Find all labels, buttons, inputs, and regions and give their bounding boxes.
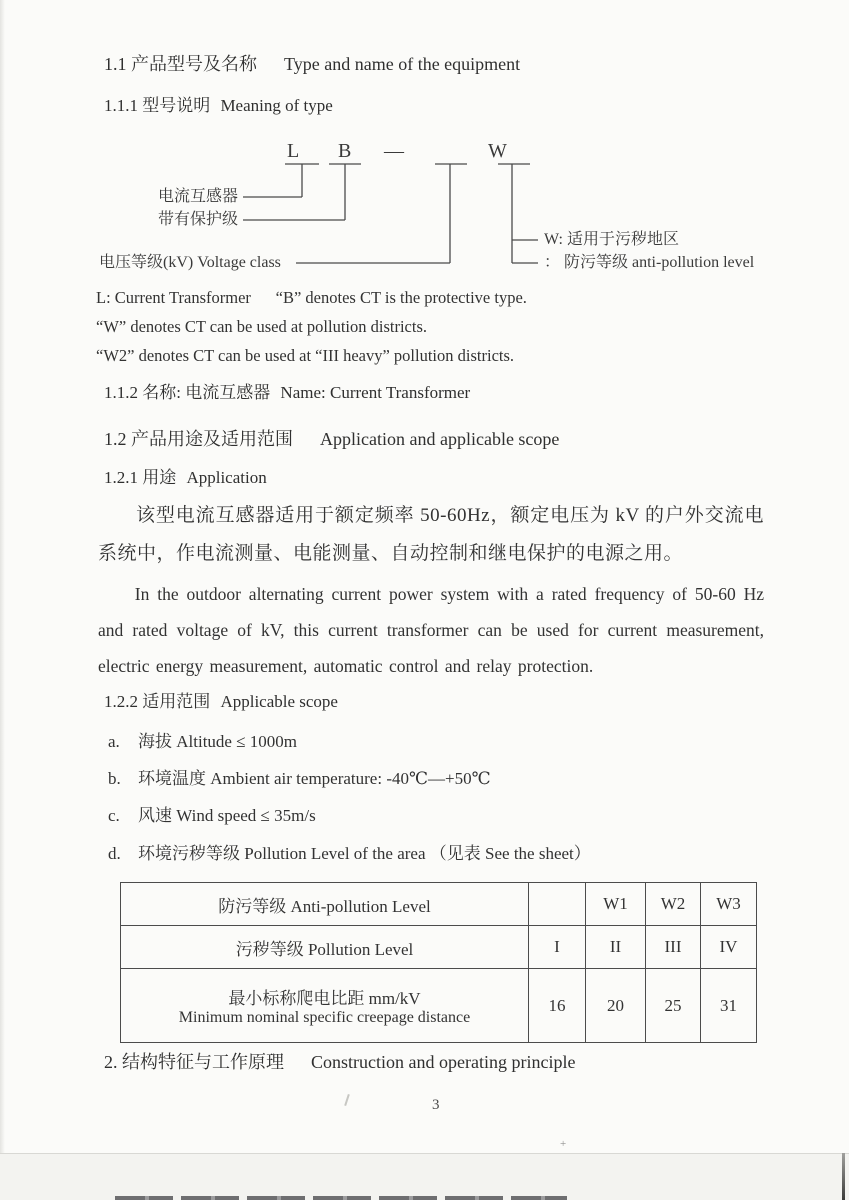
table-cell: 20 [586, 969, 646, 1043]
pollution-level-table [120, 882, 757, 1043]
table-cell-label: 污秽等级 Pollution Level [121, 926, 529, 969]
heading-1-1-1 [104, 91, 333, 116]
table-cell: III [646, 926, 701, 969]
heading-1-2-2 [104, 687, 338, 712]
heading-1-2-1 [104, 463, 267, 488]
diagram-label-w-note: W: 适用于污秽地区 [544, 231, 679, 248]
scope-item-d-marker: d. [108, 844, 121, 863]
heading-1-1-en: Type and name of the equipment [284, 54, 521, 74]
creepage-label-en: Minimum nominal specific creepage distance [178, 1009, 471, 1026]
diagram-letter-b: B [338, 140, 352, 162]
scope-item-a [108, 727, 297, 752]
heading-1-2-1-zh: 1.2.1 用途 [104, 468, 177, 487]
diagram-label-pollution-level: ： 防污等级 anti-pollution level [544, 254, 755, 271]
heading-1-2 [104, 425, 559, 451]
heading-1-1-1-zh: 1.1.1 型号说明 [104, 96, 211, 115]
table-cell: IV [701, 926, 757, 969]
table-cell [529, 883, 586, 926]
table-cell: W3 [701, 883, 757, 926]
heading-1-1-1-en: Meaning of type [220, 96, 333, 115]
table-cell: W2 [646, 883, 701, 926]
scan-right-edge-line [842, 1153, 845, 1200]
heading-2 [104, 1048, 575, 1074]
note-line-w: “W” denotes CT can be used at pollution districts. [96, 317, 427, 336]
heading-1-2-2-en: Applicable scope [220, 692, 338, 711]
scope-item-b-marker: b. [108, 769, 121, 788]
scope-item-a-text: 海拔 Altitude ≤ 1000m [138, 732, 298, 751]
table-cell: I [529, 926, 586, 969]
diagram-label-voltage-class: 电压等级(kV) Voltage class [99, 254, 281, 271]
heading-1-1-2 [104, 378, 470, 403]
heading-2-en: Construction and operating principle [311, 1052, 576, 1072]
table-row-creepage-distance [121, 969, 757, 1043]
heading-1-1 [104, 50, 520, 76]
scan-paper-bottom-edge [0, 1153, 849, 1154]
paragraph-application-zh: 该型电流互感器适用于额定频率 50-60Hz，额定电压为 kV 的户外交流电系统中，作电流测量、电能测量、自动控制和继电保护的电源之用。 [98, 505, 764, 564]
heading-1-2-en: Application and applicable scope [320, 429, 560, 449]
table-cell: 31 [701, 969, 757, 1043]
diagram-label-protective-class: 带有保护级 [158, 211, 239, 228]
scope-item-a-marker: a. [108, 732, 120, 751]
scan-bottom-area [0, 1154, 849, 1200]
heading-1-1-2-en: Name: Current Transformer [280, 383, 471, 402]
scope-item-d-text: 环境污秽等级 Pollution Level of the area （见表 See the sheet） [138, 844, 591, 863]
paragraph-application-en: In the outdoor alternating current power system with a rated frequency of 50-60 Hz and rated voltage of kV, this current transformer can be used for current measurement, electric energy measurement, automatic control and relay protection. [98, 584, 764, 676]
scope-item-c [108, 801, 316, 826]
heading-1-2-zh: 1.2 产品用途及适用范围 [104, 429, 293, 449]
table-cell: 25 [646, 969, 701, 1043]
scope-item-b [108, 764, 491, 789]
table-row-anti-pollution [121, 883, 757, 926]
scope-item-c-marker: c. [108, 806, 120, 825]
note-line-l-b: L: Current Transformer “B” denotes CT is the protective type. [96, 288, 527, 307]
table-cell: II [586, 926, 646, 969]
table-cell: W1 [586, 883, 646, 926]
page-number: 3 [432, 1097, 440, 1113]
scope-item-c-text: 风速 Wind speed ≤ 35m/s [138, 806, 316, 825]
diagram-letter-dash: — [384, 140, 404, 162]
heading-1-1-zh: 1.1 产品型号及名称 [104, 54, 257, 74]
heading-1-2-2-zh: 1.2.2 适用范围 [104, 692, 211, 711]
table-cell: 16 [529, 969, 586, 1043]
diagram-letter-l: L [287, 140, 300, 162]
type-designation-diagram [0, 140, 849, 290]
diagram-letter-w: W [488, 140, 507, 162]
scan-bottom-dashes [115, 1196, 567, 1200]
scope-item-d [108, 839, 591, 864]
scope-item-b-text: 环境温度 Ambient air temperature: -40℃—+50℃ [138, 769, 491, 788]
diagram-label-current-transformer: 电流互感器 [158, 188, 239, 205]
creepage-label-zh: 最小标称爬电比距 mm/kV [228, 989, 421, 1008]
heading-1-2-1-en: Application [186, 468, 267, 487]
scan-left-edge [0, 0, 5, 1200]
scan-smudge [344, 1094, 350, 1106]
heading-2-zh: 2. 结构特征与工作原理 [104, 1052, 284, 1072]
table-cell-label [121, 969, 529, 1043]
registration-mark-icon: + [560, 1138, 567, 1150]
note-line-w2: “W2” denotes CT can be used at “III heavy” pollution districts. [96, 346, 515, 365]
table-row-pollution-level [121, 926, 757, 969]
heading-1-1-2-zh: 1.1.2 名称: 电流互感器 [104, 383, 271, 402]
table-cell-label: 防污等级 Anti-pollution Level [121, 883, 529, 926]
